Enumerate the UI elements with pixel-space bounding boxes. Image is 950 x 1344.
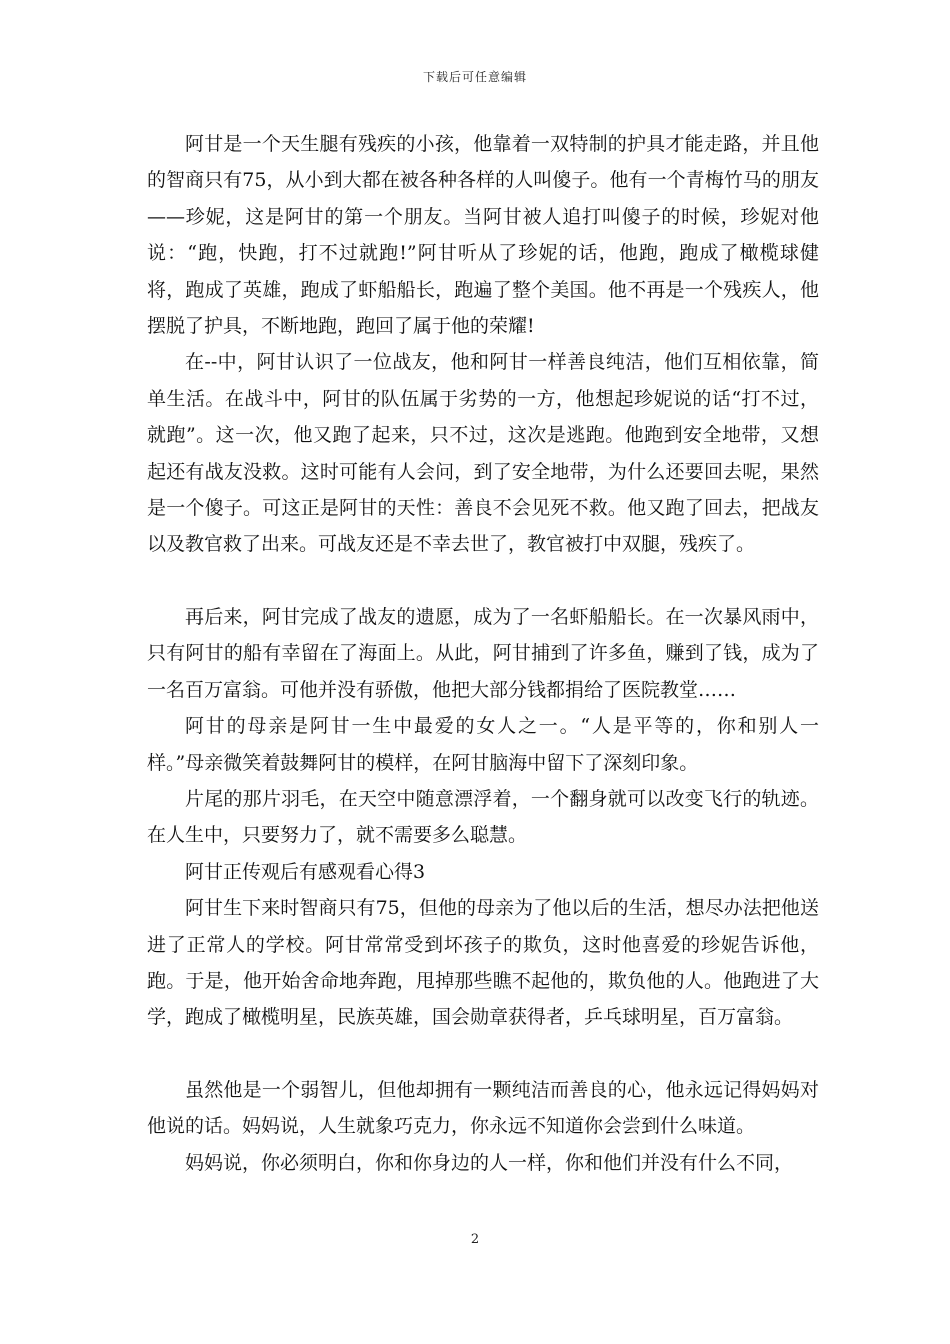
page-number: 2	[470, 1232, 480, 1247]
paragraph: 阿甘是一个天生腿有残疾的小孩，他靠着一双特制的护具才能走路，并且他的智商只有75，从小到大都在被各种各样的人叫傻子。他有一个青梅竹马的朋友——珍妮，这是阿甘的第一个朋友。当阿甘被人追打叫傻子的时候，珍妮对他说：“跑，快跑，打不过就跑!”阿甘听从了珍妮的话，他跑，跑成了橄榄球健将，跑成了英雄，跑成了虾船船长，跑遍了整个美国。他不再是一个残疾人，他摆脱了护具，不断地跑，跑回了属于他的荣耀!	[147, 133, 819, 338]
document-body	[147, 126, 819, 1181]
section-heading: 阿甘正传观后有感观看心得3	[185, 860, 426, 883]
paragraph: 阿甘的母亲是阿甘一生中最爱的女人之一。“人是平等的，你和别人一样。”母亲微笑着鼓舞阿甘的模样，在阿甘脑海中留下了深刻印象。	[147, 715, 819, 774]
paragraph: 妈妈说，你必须明白，你和你身边的人一样，你和他们并没有什么不同，	[185, 1151, 794, 1174]
paragraph: 片尾的那片羽毛，在天空中随意漂浮着，一个翻身就可以改变飞行的轨迹。在人生中，只要努力了，就不需要多么聪慧。	[147, 787, 819, 847]
paragraph: 在--中，阿甘认识了一位战友，他和阿甘一样善良纯洁，他们互相依靠，简单生活。在战斗中，阿甘的队伍属于劣势的一方，他想起珍妮说的话“打不过，就跑”。这一次，他又跑了起来，只不过，这次是逃跑。他跑到安全地带，又想起还有战友没救。这时可能有人会问，到了安全地带，为什么还要回去呢，果然是一个傻子。可这正是阿甘的天性：善良不会见死不救。他又跑了回去，把战友以及教官救了出来。可战友还是不幸去世了，教官被打中双腿，残疾了。	[147, 351, 819, 556]
paragraph: 再后来，阿甘完成了战友的遗愿，成为了一名虾船船长。在一次暴风雨中，只有阿甘的船有幸留在了海面上。从此，阿甘捕到了许多鱼，赚到了钱，成为了一名百万富翁。可他并没有骄傲，他把大部分钱都捐给了医院教堂……	[147, 605, 819, 701]
page-header: 下载后可任意编辑	[422, 70, 527, 84]
paragraph: 虽然他是一个弱智儿，但他却拥有一颗纯洁而善良的心，他永远记得妈妈对他说的话。妈妈说，人生就象巧克力，你永远不知道你会尝到什么味道。	[147, 1078, 819, 1138]
paragraph: 阿甘生下来时智商只有75，但他的母亲为了他以后的生活，想尽办法把他送进了正常人的学校。阿甘常常受到坏孩子的欺负，这时他喜爱的珍妮告诉他，跑。于是，他开始舍命地奔跑，甩掉那些瞧不起他的，欺负他的人。他跑进了大学，跑成了橄榄明星，民族英雄，国会勋章获得者，乒乓球明星，百万富翁。	[147, 897, 819, 1029]
